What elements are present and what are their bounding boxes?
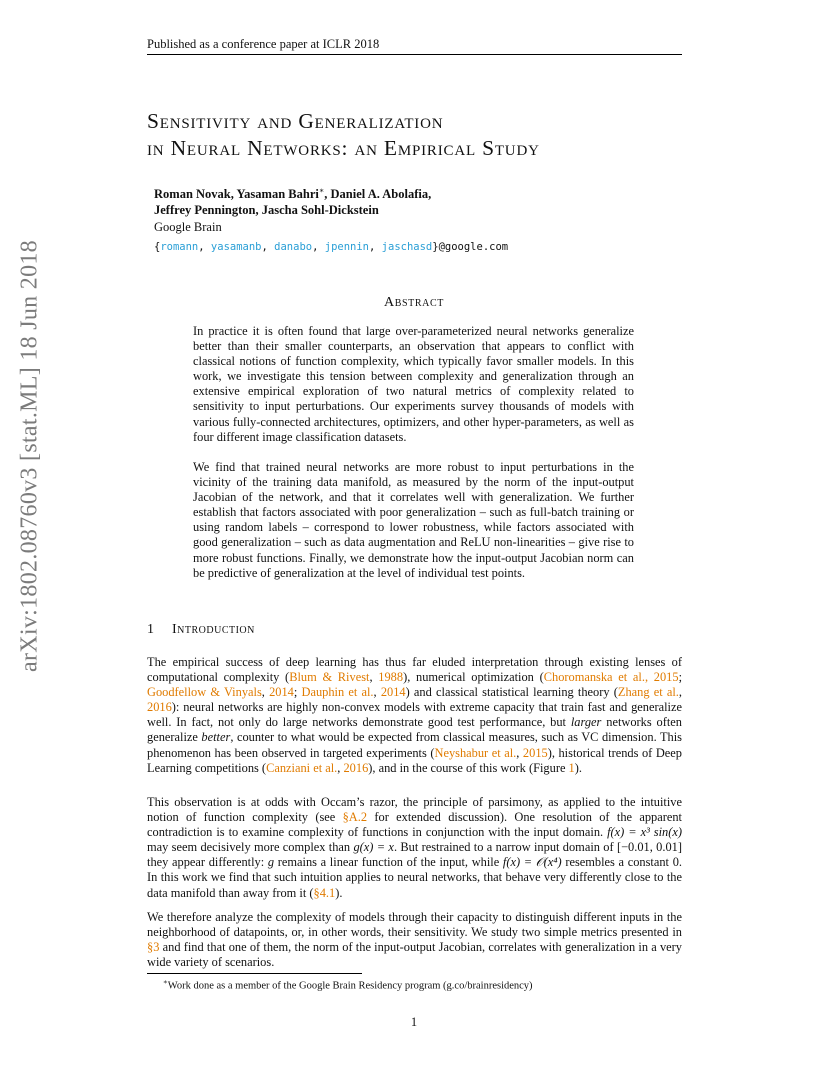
footnote-text: Work done as a member of the Google Brain Residency program (g.co/brainresidency) [167, 980, 533, 992]
text: ). [335, 885, 343, 900]
text: , [261, 685, 270, 700]
text: ) and classical statistical learning theory ( [405, 685, 618, 700]
citation-link[interactable]: 1988 [378, 670, 404, 685]
email-link-yasamanb[interactable]: yasamanb [210, 241, 262, 253]
math-expression: g(x) = x [353, 840, 394, 855]
author-footnote-mark[interactable]: ∗ [318, 186, 325, 195]
running-header: Published as a conference paper at ICLR 2018 [147, 37, 380, 51]
citation-link[interactable]: 2014 [380, 685, 406, 700]
email-separator: , [312, 241, 325, 253]
email-separator: , [369, 241, 382, 253]
citation-link[interactable]: 2014 [269, 685, 294, 700]
arxiv-id[interactable]: arXiv:1802.08760v3 [stat.ML] 18 Jun 2018 [16, 240, 43, 672]
abstract-paragraph-1: In practice it is often found that large over-parameterized neural networks generalize better than their smaller counterparts, an observation that appears to conflict with classical notions of function complexity, which typically favor smaller models. In this work, we investigate this tension between complexity and generalization through an extensive empirical exploration of two natural metrics of complexity related to sensitivity to input perturbations. Our experiments survey thousands of models with various fully-connected architectures, optimizers, and other hyper-parameters, as well as four different image classification datasets. [193, 324, 634, 444]
email-link-romann[interactable]: romann [160, 241, 199, 253]
abstract-paragraph-2: We find that trained neural networks are more robust to input perturbations in the vicinity of the training data manifold, as measured by the norm of the input-output Jacobian of the network, and that it correlates well with generalization. We further establish that factors associated with poor generalization – such as full-batch training or using random labels – correspond to lower robustness, while factors associated with good generalization – such as data augmentation and ReLU non-linearities – give rise to more robust functions. Finally, we demonstrate how the input-output Jacobian norm can be predictive of generalization at the level of individual test points. [193, 460, 634, 580]
text: The empirical success of deep learning has thus far eluded interpretation through existing lenses of computational complexity ( [147, 655, 682, 685]
text: , [369, 670, 379, 685]
text: ), and in the course of this work (Figure [368, 760, 569, 775]
intro-paragraph-3 [147, 910, 682, 970]
title-line-1: Sensitivity and Generalization [147, 109, 444, 133]
text: ), historical trends of Deep Learning competitions ( [147, 745, 682, 775]
citation-link[interactable]: Neyshabur et al. [434, 745, 517, 760]
text: ; [293, 685, 302, 700]
text: networks often generalize [147, 715, 682, 745]
citation-link[interactable]: Dauphin et al. [301, 685, 374, 700]
affiliation: Google Brain [154, 220, 222, 234]
intro-paragraph-1 [147, 655, 682, 776]
author-line-1 [154, 183, 431, 202]
math-expression: f(x) = x³ sin(x) [607, 825, 682, 840]
text: . But restrained to a narrow input domain of [393, 840, 617, 855]
author-names-a: Roman Novak, Yasaman Bahri [154, 187, 319, 202]
email-separator: , [261, 241, 275, 253]
title-line-2: in Neural Networks: an Empirical Study [147, 136, 540, 160]
math-expression: [−0.01, 0.01] [616, 840, 682, 855]
author-list [154, 183, 431, 218]
text: , [373, 685, 381, 700]
figure-link[interactable]: 1 [568, 760, 575, 775]
text: ; [678, 670, 683, 685]
footnote-rule [147, 973, 362, 974]
text: , [516, 745, 523, 760]
author-line-2: Jeffrey Pennington, Jascha Sohl-Dickstein [154, 203, 379, 218]
email-link-jpennin[interactable]: jpennin [324, 241, 370, 253]
text: they appear differently: [147, 855, 268, 870]
text: remains a linear function of the input, while [274, 855, 503, 870]
text: and find that one of them, the norm of the input-output Jacobian, correlates with generalization in a very wide variety of scenarios. [147, 940, 682, 970]
citation-link[interactable]: 2016 [343, 760, 369, 775]
email-list [154, 241, 508, 253]
math-expression: f(x) = 𝒪(x⁴) [502, 855, 562, 870]
section-heading-introduction [147, 622, 255, 638]
math-expression: 0 [672, 855, 679, 870]
citation-link[interactable]: Choromanska et al., 2015 [543, 670, 679, 685]
section-link[interactable]: §3 [147, 940, 160, 955]
section-title: Introduction [172, 622, 255, 637]
header-rule [147, 54, 682, 55]
abstract-heading: Abstract [384, 295, 444, 310]
email-link-danabo[interactable]: danabo [274, 241, 313, 253]
text: , [678, 685, 683, 700]
email-separator: , [198, 241, 211, 253]
text: This observation is at odds with Occam’s razor, the principle of parsimony, as applied to the intuitive notion of function complexity (see [147, 795, 682, 825]
text: ): neural networks are highly non-convex models with extreme capacity that train fast and generalize well. In fact, not only do large networks demonstrate good test performance, but [147, 700, 682, 730]
text: . In this work we find that such intuition applies to neural networks, that behave very differently close to the data manifold than away from it ( [147, 855, 682, 900]
citation-link[interactable]: Goodfellow & Vinyals [147, 685, 262, 700]
math-expression: g [267, 855, 275, 870]
section-link[interactable]: §4.1 [313, 885, 336, 900]
emphasis: larger [570, 715, 602, 730]
text: resembles a constant [561, 855, 673, 870]
author-names-b: , Daniel A. Abolafia, [324, 187, 432, 202]
citation-link[interactable]: Zhang et al. [617, 685, 679, 700]
citation-link[interactable]: 2016 [147, 700, 172, 715]
text: We therefore analyze the complexity of models through their capacity to distinguish different inputs in the neighborhood of datapoints, or, in other words, their sensitivity. We study two simple metrics presented in [147, 910, 682, 940]
section-number: 1 [147, 622, 154, 637]
text: , [337, 760, 344, 775]
email-domain: }@google.com [432, 241, 509, 253]
footnote-mark: ∗ [163, 978, 168, 986]
citation-link[interactable]: Blum & Rivest [289, 670, 370, 685]
text: , counter to what would be expected from classical measures, such as VC dimension. This phenomenon has been observed in targeted experiments ( [147, 730, 682, 760]
footnote [163, 978, 533, 992]
citation-link[interactable]: Canziani et al. [266, 760, 338, 775]
page-number: 1 [410, 1015, 418, 1029]
paper-title [147, 108, 540, 162]
intro-paragraph-2 [147, 795, 682, 901]
citation-link[interactable]: 2015 [522, 745, 548, 760]
section-link[interactable]: §A.2 [342, 810, 368, 825]
emphasis: better [201, 730, 231, 745]
text: for extended discussion). One resolution of the apparent contradiction is to examine complexity of functions in conjunction with the input domain. [147, 810, 682, 840]
email-link-jaschasd[interactable]: jaschasd [381, 241, 433, 253]
text: ), numerical optimization ( [403, 670, 544, 685]
email-brace-open: { [154, 241, 161, 253]
text: may seem decisively more complex than [147, 840, 354, 855]
text: ). [574, 760, 582, 775]
